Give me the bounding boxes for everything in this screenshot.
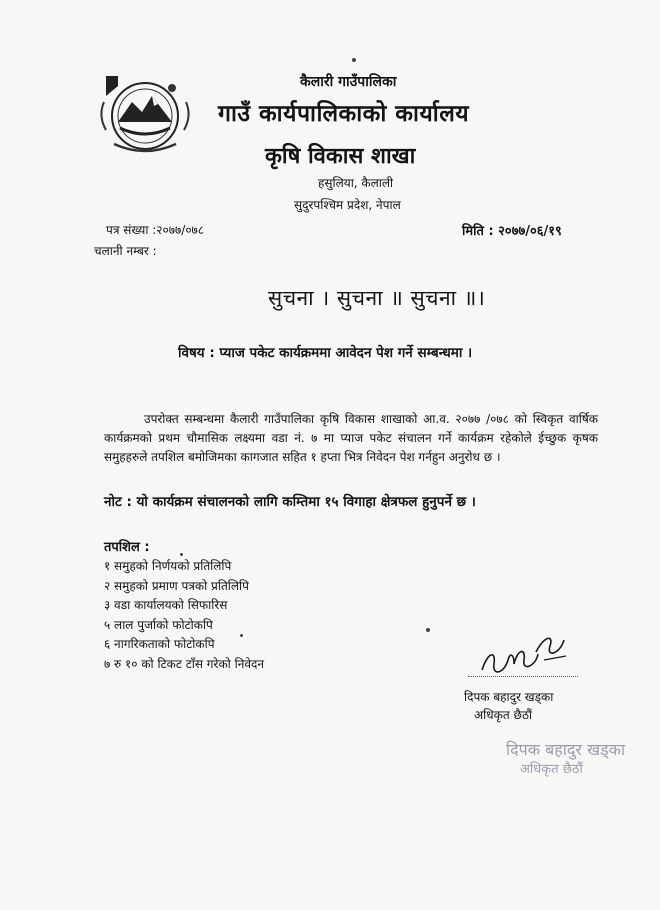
list-item: ६ नागरिकताको फोटोकपि [104, 637, 215, 651]
attachments-title: तपशिल : [104, 540, 150, 555]
list-item: १ समुहको निर्णयको प्रतिलिपि [104, 559, 232, 573]
letter-date: मिति : २०७७/०६/१९ [462, 224, 562, 239]
body-paragraph: उपरोक्त सम्बन्धमा कैलारी गाउँपालिका कृषि विकास शाखाको आ.व. २०७७ /०७८ को स्विकृत वार्षिक कार्यक्रमको प्रथम चौमासिक लक्ष्यमा वडा नं. ७ मा प्याज पकेट संचालन गर्ने कार्यक्रम रहेकोले ईच्छुक कृषक समुहहरुले तपशिल बमोजिमका कागजात सहित १ हप्ता भित्र निवेदन पेश गर्नहुन अनुरोध छ । [104, 412, 598, 464]
list-item: ३ वडा कार्यालयको सिफारिस [104, 598, 228, 612]
registration-number: चलानी नम्बर : [94, 244, 157, 258]
signatory-name: दिपक बहादुर खड्का [464, 690, 554, 704]
reference-number: पत्र संख्या :२०७७/०७८ [106, 223, 205, 237]
scan-speck [426, 628, 430, 632]
municipality-name: कैलारी गाउँपालिका [300, 74, 397, 90]
list-item: ७ रु १० को टिकट टाँस गरेको निवेदन [104, 656, 265, 671]
address-line-2: सुदुरपश्चिम प्रदेश, नेपाल [294, 198, 401, 212]
notice-heading: सुचना । सुचना ॥ सुचना ॥। [268, 286, 486, 310]
stamp-name: दिपक बहादुर खड्का [506, 740, 626, 759]
scan-speck [240, 634, 243, 637]
signatory-title: अधिकृत छैठौं [474, 708, 533, 722]
attachments-list [104, 557, 264, 674]
office-title: गाउँ कार्यपालिकाको कार्यालय [218, 101, 470, 127]
address-line-1: हसुलिया, कैलाली [318, 176, 394, 190]
signature-icon [474, 630, 574, 686]
stamp-title: अधिकृत छैठौं [520, 762, 583, 777]
scan-speck [352, 58, 356, 62]
note-line: नोट : यो कार्यक्रम संचालनको लागि कम्तिमा १५ विगाहा क्षेत्रफल हुनुपर्ने छ । [104, 494, 476, 510]
subject-line: विषय : प्याज पकेट कार्यक्रममा आवेदन पेश गर्ने सम्बन्धमा । [178, 345, 473, 361]
nepal-emblem-icon [96, 68, 194, 156]
list-item: ५ लाल पुर्जाको फोटोकपि [104, 617, 213, 632]
scan-speck [180, 553, 183, 556]
signature-line [468, 676, 578, 677]
branch-title: कृषि विकास शाखा [265, 144, 416, 169]
list-item: २ समुहको प्रमाण पत्रको प्रतिलिपि [104, 578, 249, 593]
